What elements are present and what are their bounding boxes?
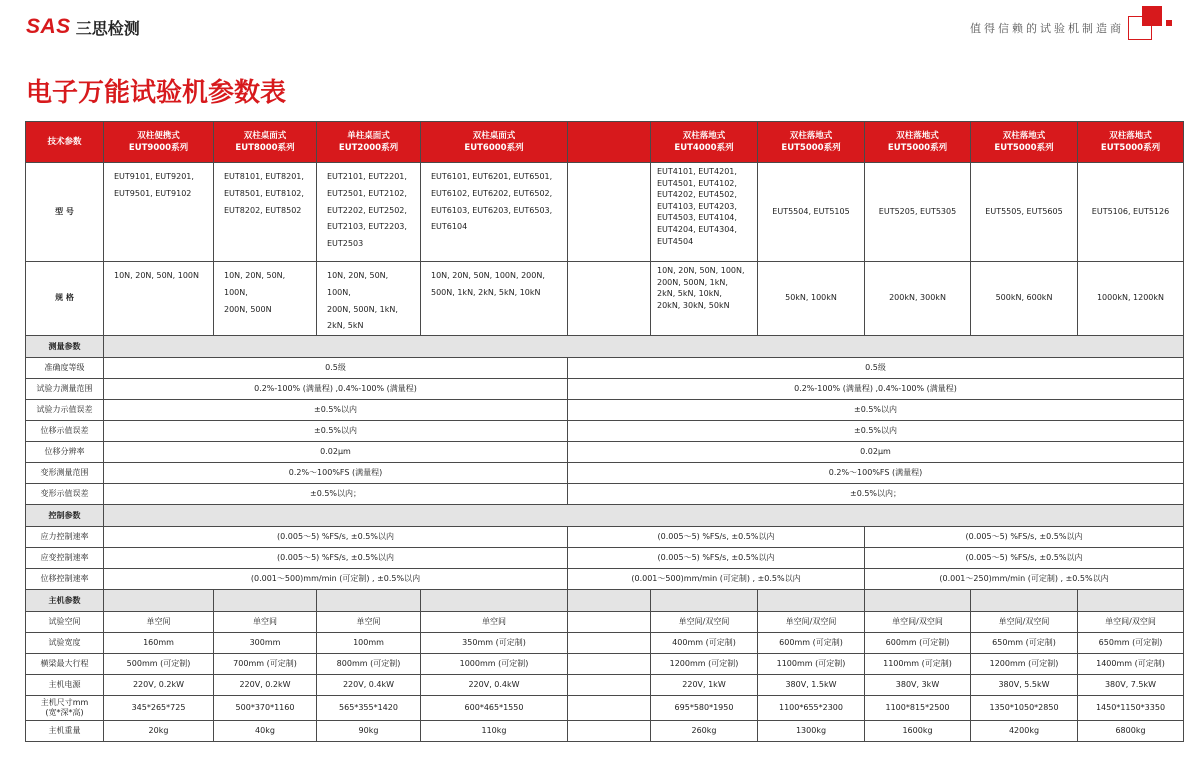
section-fill (104, 336, 1184, 358)
table-cell: 695*580*1950 (651, 696, 758, 721)
table-cell (568, 163, 651, 262)
table-row (26, 675, 1184, 696)
section-title: 主机参数 (26, 590, 104, 612)
page-title: 电子万能试验机参数表 (26, 78, 287, 108)
table-cell (568, 654, 651, 675)
table-row (26, 379, 1184, 400)
brand-slogan: 值得信赖的试验机制造商 (970, 22, 1124, 35)
table-cell: (0.005～5) %FS/s, ±0.5%以内 (104, 527, 568, 548)
table-cell: 1300kg (758, 721, 865, 742)
table-cell: 350mm (可定制) (421, 633, 568, 654)
table-cell: ±0.5%以内 (104, 400, 568, 421)
table-row (26, 548, 1184, 569)
table-cell: 1100*655*2300 (758, 696, 865, 721)
table-cell (568, 633, 651, 654)
table-cell: 10N, 20N, 50N, 100N, 200N, 500N, 1kN, 2kN, 5kN, 10kN, 20kN, 30kN, 50kN (651, 262, 758, 336)
header-cell: 双柱落地式 EUT5000系列 (971, 122, 1078, 163)
row-label: 试验宽度 (26, 633, 104, 654)
table-cell: 500kN, 600kN (971, 262, 1078, 336)
table-cell: 6800kg (1078, 721, 1184, 742)
section-title: 控制参数 (26, 505, 104, 527)
table-cell: ±0.5%以内 (568, 421, 1184, 442)
table-cell: EUT4101, EUT4201, EUT4501, EUT4102, EUT4202, EUT4502, EUT4103, EUT4203, EUT4503, EUT4104, EUT4204, EUT4304, EUT4504 (651, 163, 758, 262)
row-label: 位移示值误差 (26, 421, 104, 442)
table-cell: (0.005～5) %FS/s, ±0.5%以内 (568, 527, 865, 548)
row-label: 应变控制速率 (26, 548, 104, 569)
table-cell: 单空间 (421, 612, 568, 633)
table-cell: 1100*815*2500 (865, 696, 971, 721)
table-cell: 600mm (可定制) (865, 633, 971, 654)
header-cell: 双柱落地式 EUT5000系列 (1078, 122, 1184, 163)
table-cell: 600*465*1550 (421, 696, 568, 721)
table-cell: (0.005～5) %FS/s, ±0.5%以内 (865, 527, 1184, 548)
table-cell: 1200mm (可定制) (651, 654, 758, 675)
table-cell: (0.005～5) %FS/s, ±0.5%以内 (568, 548, 865, 569)
table-cell: 0.2%-100% (满量程) ,0.4%-100% (满量程) (104, 379, 568, 400)
table-cell: 40kg (214, 721, 317, 742)
header-cell: 技术参数 (26, 122, 104, 163)
row-label: 位移控制速率 (26, 569, 104, 590)
table-cell (568, 721, 651, 742)
corner-decoration-icon (1128, 6, 1178, 40)
table-cell: 345*265*725 (104, 696, 214, 721)
table-cell: EUT5205, EUT5305 (865, 163, 971, 262)
table-cell: EUT5504, EUT5105 (758, 163, 865, 262)
table-row (26, 421, 1184, 442)
table-cell: 500mm (可定制) (104, 654, 214, 675)
table-cell (568, 612, 651, 633)
table-cell: 4200kg (971, 721, 1078, 742)
table-cell: 400mm (可定制) (651, 633, 758, 654)
table-row (26, 721, 1184, 742)
table-cell: 1400mm (可定制) (1078, 654, 1184, 675)
table-cell: 650mm (可定制) (971, 633, 1078, 654)
table-cell: 500*370*1160 (214, 696, 317, 721)
table-cell: 50kN, 100kN (758, 262, 865, 336)
row-label: 位移分辨率 (26, 442, 104, 463)
table-cell: 1100mm (可定制) (865, 654, 971, 675)
row-label: 试验力示值误差 (26, 400, 104, 421)
table-cell: 10N, 20N, 50N, 100N (104, 262, 214, 336)
table-cell: (0.001～500)mm/min (可定制) , ±0.5%以内 (104, 569, 568, 590)
table-cell: EUT5505, EUT5605 (971, 163, 1078, 262)
section-row-main (26, 590, 1184, 612)
row-label: 主机尺寸mm (宽*深*高) (26, 696, 104, 721)
brand-name: 三思检测 (75, 18, 140, 38)
table-cell: 10N, 20N, 50N, 100N, 200N, 500N, 1kN, 2kN, 5kN, 10kN (421, 262, 568, 336)
table-row (26, 400, 1184, 421)
table-cell: 380V, 7.5kW (1078, 675, 1184, 696)
row-label: 准确度等级 (26, 358, 104, 379)
table-cell: 10N, 20N, 50N, 100N, 200N, 500N, 1kN, 2kN, 5kN (317, 262, 421, 336)
table-cell: EUT9101, EUT9201, EUT9501, EUT9102 (104, 163, 214, 262)
row-label: 规 格 (26, 262, 104, 336)
table-cell: 1350*1050*2850 (971, 696, 1078, 721)
table-cell: 1100mm (可定制) (758, 654, 865, 675)
header-cell: 双柱便携式 EUT9000系列 (104, 122, 214, 163)
row-label: 变形测量范围 (26, 463, 104, 484)
table-cell: ±0.5%以内 (104, 421, 568, 442)
table-cell: 单空间 (317, 612, 421, 633)
table-cell: 0.02μm (568, 442, 1184, 463)
table-row (26, 442, 1184, 463)
row-label: 型 号 (26, 163, 104, 262)
table-cell: 单空间/双空间 (865, 612, 971, 633)
table-cell: 220V, 0.2kW (214, 675, 317, 696)
table-cell (568, 696, 651, 721)
table-cell: 单空间/双空间 (758, 612, 865, 633)
table-row (26, 484, 1184, 505)
row-label: 试验空间 (26, 612, 104, 633)
table-cell: 0.2%～100%FS (满量程) (104, 463, 568, 484)
table-cell: 110kg (421, 721, 568, 742)
table-cell: 0.5级 (568, 358, 1184, 379)
header-cell: 双柱桌面式 EUT8000系列 (214, 122, 317, 163)
table-cell: 600mm (可定制) (758, 633, 865, 654)
table-cell: 10N, 20N, 50N, 100N, 200N, 500N (214, 262, 317, 336)
table-cell: ±0.5%以内； (104, 484, 568, 505)
table-cell (568, 262, 651, 336)
row-label: 试验力测量范围 (26, 379, 104, 400)
table-cell: EUT8101, EUT8201, EUT8501, EUT8102, EUT8202, EUT8502 (214, 163, 317, 262)
table-cell: 260kg (651, 721, 758, 742)
table-cell: 100mm (317, 633, 421, 654)
table-row (26, 696, 1184, 721)
table-cell: 90kg (317, 721, 421, 742)
table-cell: 0.02μm (104, 442, 568, 463)
model-row (26, 163, 1184, 262)
table-cell: 220V, 0.4kW (421, 675, 568, 696)
table-cell: 800mm (可定制) (317, 654, 421, 675)
table-cell: 300mm (214, 633, 317, 654)
header-cell (568, 122, 651, 163)
table-cell: (0.005～5) %FS/s, ±0.5%以内 (865, 548, 1184, 569)
row-label: 变形示值误差 (26, 484, 104, 505)
row-label: 主机电源 (26, 675, 104, 696)
table-row (26, 654, 1184, 675)
table-cell: 650mm (可定制) (1078, 633, 1184, 654)
table-header-row (26, 122, 1184, 163)
table-cell: 200kN, 300kN (865, 262, 971, 336)
header-cell: 双柱落地式 EUT5000系列 (758, 122, 865, 163)
table-cell: 220V, 1kW (651, 675, 758, 696)
row-label: 主机重量 (26, 721, 104, 742)
table-cell: 0.5级 (104, 358, 568, 379)
table-cell: EUT5106, EUT5126 (1078, 163, 1184, 262)
table-cell: 单空间 (104, 612, 214, 633)
table-cell: 160mm (104, 633, 214, 654)
table-cell: 单空间/双空间 (971, 612, 1078, 633)
header-cell: 单柱桌面式 EUT2000系列 (317, 122, 421, 163)
table-row (26, 527, 1184, 548)
table-cell: 1600kg (865, 721, 971, 742)
table-cell: 220V, 0.4kW (317, 675, 421, 696)
section-row-measure (26, 336, 1184, 358)
capacity-row (26, 262, 1184, 336)
table-row (26, 569, 1184, 590)
table-cell: EUT6101, EUT6201, EUT6501, EUT6102, EUT6202, EUT6502, EUT6103, EUT6203, EUT6503, EUT6104 (421, 163, 568, 262)
table-cell: 565*355*1420 (317, 696, 421, 721)
section-title: 测量参数 (26, 336, 104, 358)
table-row (26, 633, 1184, 654)
table-row (26, 358, 1184, 379)
table-cell: ±0.5%以内 (568, 400, 1184, 421)
table-cell: 单空间 (214, 612, 317, 633)
brand-mark: SAS (26, 15, 71, 38)
header-cell: 双柱落地式 EUT4000系列 (651, 122, 758, 163)
table-cell: (0.001～250)mm/min (可定制) , ±0.5%以内 (865, 569, 1184, 590)
table-cell: 380V, 3kW (865, 675, 971, 696)
brand-logo (26, 14, 140, 40)
table-cell: 单空间/双空间 (651, 612, 758, 633)
table-row (26, 463, 1184, 484)
section-row-control (26, 505, 1184, 527)
header-cell: 双柱落地式 EUT5000系列 (865, 122, 971, 163)
table-cell: 1200mm (可定制) (971, 654, 1078, 675)
table-cell: 单空间/双空间 (1078, 612, 1184, 633)
table-cell: (0.001～500)mm/min (可定制) , ±0.5%以内 (568, 569, 865, 590)
section-fill (104, 505, 1184, 527)
table-cell: 1000kN, 1200kN (1078, 262, 1184, 336)
table-cell: 380V, 5.5kW (971, 675, 1078, 696)
table-cell: 1450*1150*3350 (1078, 696, 1184, 721)
table-cell: 0.2%～100%FS (满量程) (568, 463, 1184, 484)
row-label: 应力控制速率 (26, 527, 104, 548)
table-row (26, 612, 1184, 633)
table-cell: EUT2101, EUT2201, EUT2501, EUT2102, EUT2202, EUT2502, EUT2103, EUT2203, EUT2503 (317, 163, 421, 262)
table-cell (568, 675, 651, 696)
table-cell: 20kg (104, 721, 214, 742)
row-label: 横梁最大行程 (26, 654, 104, 675)
table-cell: 1000mm (可定制) (421, 654, 568, 675)
table-cell: 220V, 0.2kW (104, 675, 214, 696)
table-cell: 380V, 1.5kW (758, 675, 865, 696)
header-cell: 双柱桌面式 EUT6000系列 (421, 122, 568, 163)
table-cell: ±0.5%以内； (568, 484, 1184, 505)
spec-table (25, 121, 1184, 742)
table-cell: (0.005～5) %FS/s, ±0.5%以内 (104, 548, 568, 569)
table-cell: 0.2%-100% (满量程) ,0.4%-100% (满量程) (568, 379, 1184, 400)
table-cell: 700mm (可定制) (214, 654, 317, 675)
